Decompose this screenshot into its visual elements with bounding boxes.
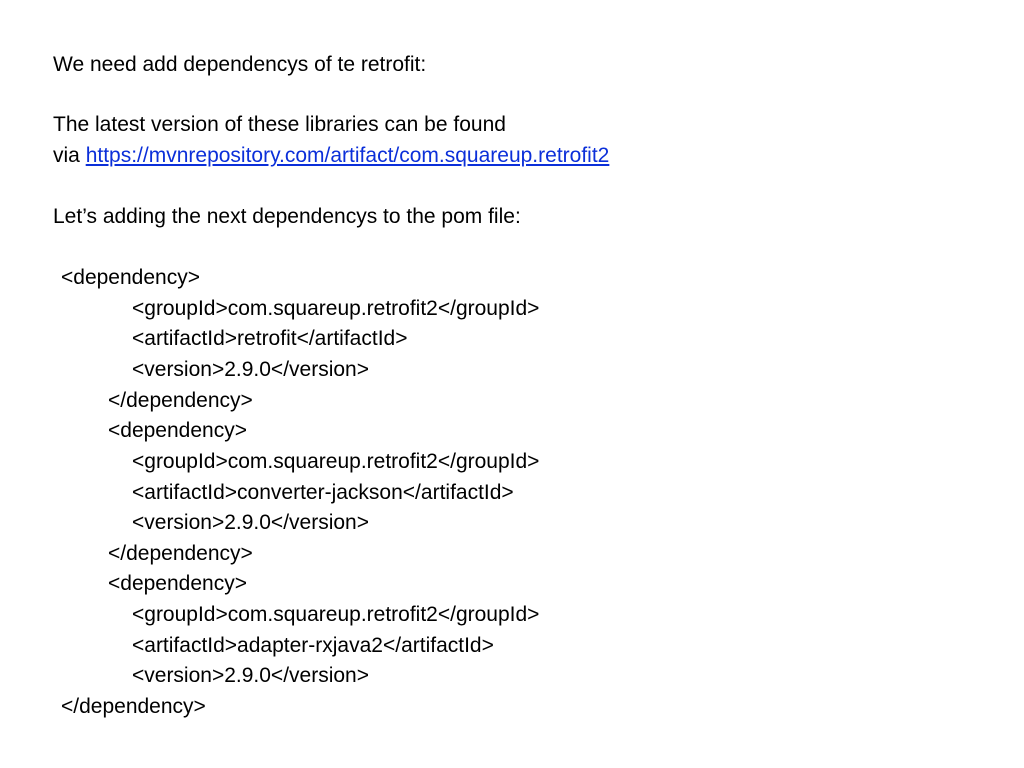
code-line: <dependency> [108,419,247,442]
code-line: <version>2.9.0</version> [132,358,369,381]
code-line: <artifactId>adapter-rxjava2</artifactId> [132,634,494,657]
code-line: </dependency> [61,695,206,718]
code-line: <artifactId>converter-jackson</artifactId> [132,481,514,504]
via-prefix: via [53,144,86,167]
code-line: </dependency> [108,542,253,565]
code-line: </dependency> [108,389,253,412]
code-line: <version>2.9.0</version> [132,664,369,687]
code-line: <dependency> [61,266,200,289]
intro-line: The latest version of these libraries can be found [53,113,506,136]
mvnrepository-link[interactable]: https://mvnrepository.com/artifact/com.squareup.retrofit2 [85,144,610,167]
code-line: <dependency> [108,572,247,595]
code-line: <groupId>com.squareup.retrofit2</groupId> [132,603,540,626]
intro-line: We need add dependencys of te retrofit: [53,53,427,76]
code-line: <artifactId>retrofit</artifactId> [132,327,408,350]
code-line: <groupId>com.squareup.retrofit2</groupId> [132,450,540,473]
code-line: <groupId>com.squareup.retrofit2</groupId> [132,297,540,320]
code-line: <version>2.9.0</version> [132,511,369,534]
via-line [53,142,609,170]
intro-line: Let’s adding the next dependencys to the pom file: [53,205,521,228]
